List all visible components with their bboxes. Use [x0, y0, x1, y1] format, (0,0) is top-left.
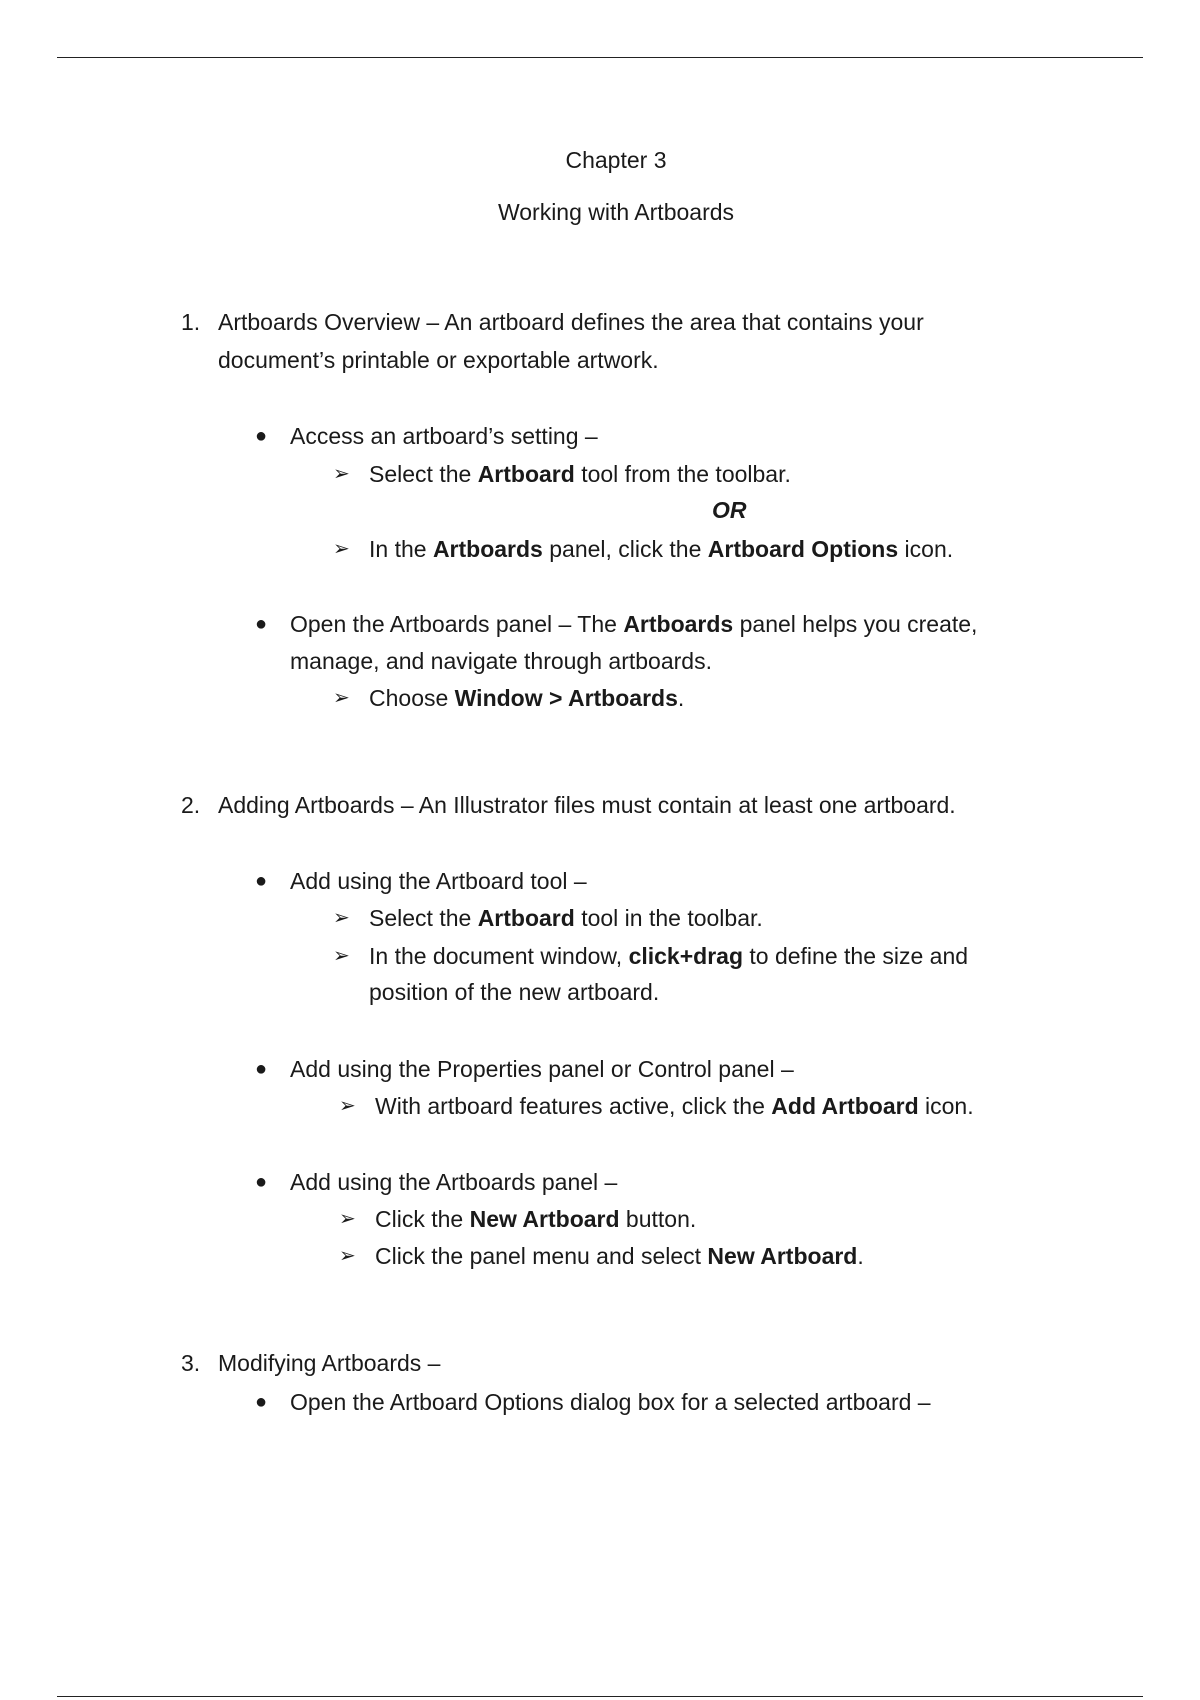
bullet-icon: ● [255, 870, 268, 892]
section-number: 2. [181, 792, 201, 818]
arrow-icon: ➢ [339, 1245, 356, 1267]
bullet-icon: ● [255, 1391, 268, 1413]
section-heading: Adding Artboards – An Illustrator files must contain at least one artboard. [218, 792, 956, 818]
bullet-icon: ● [255, 425, 268, 447]
bottom-rule [57, 1696, 1143, 1697]
chapter-title: Working with Artboards [497, 199, 735, 225]
arrow-icon: ➢ [333, 907, 350, 929]
arrow-icon: ➢ [333, 463, 350, 485]
step-item: Select the Artboard tool in the toolbar. [369, 905, 763, 931]
step-item-cont: position of the new artboard. [369, 979, 660, 1005]
bullet-text: Open the Artboard Options dialog box for a selected artboard – [290, 1389, 931, 1415]
step-item: Click the panel menu and select New Artboard. [375, 1243, 864, 1269]
bullet-icon: ● [255, 1171, 268, 1193]
bullet-text: Add using the Properties panel or Control panel – [290, 1056, 794, 1082]
section-heading: Modifying Artboards – [218, 1350, 441, 1376]
arrow-icon: ➢ [339, 1095, 356, 1117]
bullet-text: Access an artboard’s setting – [290, 423, 598, 449]
bullet-icon: ● [255, 1058, 268, 1080]
bullet-text: Add using the Artboards panel – [290, 1169, 618, 1195]
step-item: Click the New Artboard button. [375, 1206, 697, 1232]
arrow-icon: ➢ [333, 538, 350, 560]
or-label: OR [712, 497, 747, 523]
bullet-text: Open the Artboards panel – The Artboards panel helps you create, [290, 611, 978, 637]
arrow-icon: ➢ [339, 1208, 356, 1230]
top-rule [57, 57, 1143, 58]
bullet-text-cont: manage, and navigate through artboards. [290, 648, 712, 674]
chapter-label: Chapter 3 [565, 147, 667, 173]
arrow-icon: ➢ [333, 687, 350, 709]
section-number: 3. [181, 1350, 201, 1376]
step-item: Select the Artboard tool from the toolbar. [369, 461, 791, 487]
step-item: Choose Window > Artboards. [369, 685, 685, 711]
section-number: 1. [181, 309, 201, 335]
step-item: In the Artboards panel, click the Artboard Options icon. [369, 536, 954, 562]
arrow-icon: ➢ [333, 945, 350, 967]
section-heading-cont: document’s printable or exportable artwork. [218, 347, 659, 373]
bullet-text: Add using the Artboard tool – [290, 868, 587, 894]
step-item: With artboard features active, click the Add Artboard icon. [375, 1093, 974, 1119]
bullet-icon: ● [255, 613, 268, 635]
step-item: In the document window, click+drag to define the size and [369, 943, 969, 969]
section-heading: Artboards Overview – An artboard defines the area that contains your [218, 309, 924, 335]
